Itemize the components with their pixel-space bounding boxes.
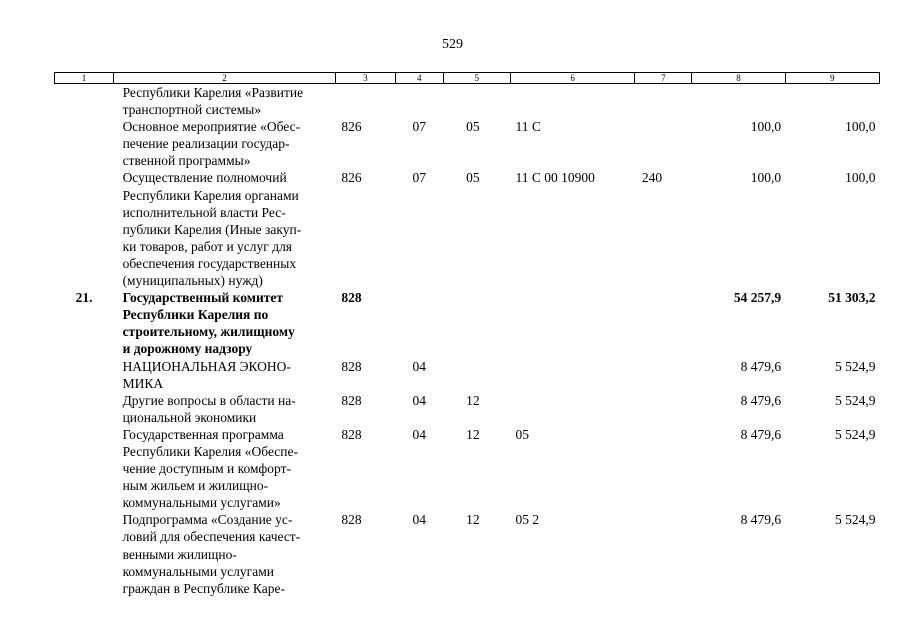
row-target-article: 11 С 00 10900: [515, 170, 595, 186]
header-col-3: 3: [335, 73, 395, 84]
row-target-article: 11 С: [515, 119, 541, 135]
row-amount-1: 8 479,6: [740, 426, 782, 442]
row-ministry-code: 826: [341, 170, 362, 186]
header-col-7: 7: [635, 73, 692, 84]
table-row: [55, 169, 880, 289]
table-row: [55, 358, 880, 392]
row-target-article: 05 2: [515, 512, 540, 528]
row-amount-2: 5 524,9: [835, 358, 876, 374]
row-subsection-code: [443, 358, 510, 392]
row-amount-1: 8 479,6: [740, 358, 782, 374]
header-col-8: 8: [692, 73, 785, 84]
row-subsection-code: 12: [466, 392, 480, 408]
row-amount-1: 100,0: [750, 170, 782, 186]
row-amount-1: 8 479,6: [740, 392, 782, 408]
row-name: Республики Карелия «Развитие транспортной системы»: [122, 85, 304, 118]
row-subsection-code: [443, 289, 510, 357]
row-amount-2: 5 524,9: [835, 392, 876, 408]
header-col-9: 9: [785, 73, 879, 84]
row-ministry-code: 828: [341, 426, 362, 442]
row-section-code: 07: [412, 119, 426, 135]
table-row: [55, 84, 880, 119]
table-row: [55, 511, 880, 596]
row-expense-type: [635, 289, 692, 357]
row-expense-type: 240: [641, 170, 663, 186]
row-name: Государственный комитет Республики Карелия по строительному, жилищному и дорожному надзору: [122, 290, 295, 357]
row-section-code: 04: [412, 426, 426, 442]
row-name: Основное мероприятие «Обес- печение реализации государ- ственной программы»: [122, 119, 301, 169]
table-row-ministry: [55, 289, 880, 357]
row-number: [55, 426, 114, 511]
row-section-code: [395, 84, 443, 119]
row-number: [55, 84, 114, 119]
row-name: НАЦИОНАЛЬНАЯ ЭКОНО- МИКА: [122, 358, 291, 391]
row-expense-type: [635, 118, 692, 169]
table-row: [55, 392, 880, 426]
row-number: [55, 358, 114, 392]
row-section-code: 07: [412, 170, 426, 186]
header-col-1: 1: [55, 73, 114, 84]
row-section-code: 04: [412, 392, 426, 408]
row-amount-1: [692, 84, 785, 119]
row-ministry-code: 826: [341, 119, 362, 135]
row-number: [55, 511, 114, 596]
row-target-article: [510, 289, 634, 357]
row-subsection-code: [443, 84, 510, 119]
row-amount-2: 51 303,2: [828, 290, 876, 306]
row-name: Подпрограмма «Создание ус- ловий для обеспечения качест- венными жилищно- коммунальными услугами граждан в Республике Каре-: [122, 512, 301, 596]
row-section-code: [395, 289, 443, 357]
row-amount-2: [785, 84, 879, 119]
row-section-code: 04: [412, 358, 426, 374]
header-col-2: 2: [114, 73, 336, 84]
header-row: [55, 73, 880, 84]
row-amount-2: 100,0: [845, 119, 876, 135]
header-col-6: 6: [510, 73, 634, 84]
row-target-article: [510, 392, 634, 426]
row-expense-type: [635, 358, 692, 392]
row-expense-type: [635, 84, 692, 119]
budget-table: [54, 72, 880, 597]
row-expense-type: [635, 392, 692, 426]
row-name: Осуществление полномочий Республики Карелия органами исполнительной власти Рес- публики Карелия (Иные закуп- ки товаров, работ и услуг для обеспечения государственных (муниципальных) нужд): [122, 170, 302, 289]
row-number: 21.: [75, 290, 93, 306]
row-ministry-code: 828: [341, 392, 362, 408]
row-ministry-code: 828: [341, 358, 362, 374]
row-name: Государственная программа Республики Карелия «Обеспе- чение доступным и комфорт- ным жильем и жилищно- коммунальными услугами»: [122, 426, 298, 511]
row-subsection-code: 05: [466, 170, 480, 186]
header-col-4: 4: [395, 73, 443, 84]
row-number: [55, 169, 114, 289]
row-amount-1: 100,0: [750, 119, 782, 135]
header-col-5: 5: [443, 73, 510, 84]
row-name: Другие вопросы в области на- циональной экономики: [122, 392, 296, 425]
row-number: [55, 392, 114, 426]
row-ministry-code: 828: [341, 290, 362, 306]
row-target-article: 05: [515, 426, 529, 442]
row-subsection-code: 05: [466, 119, 480, 135]
row-ministry-code: [335, 84, 395, 119]
table-row: [55, 118, 880, 169]
table-row: [55, 426, 880, 511]
row-expense-type: [635, 511, 692, 596]
row-section-code: 04: [412, 512, 426, 528]
row-amount-2: 5 524,9: [835, 512, 876, 528]
row-number: [55, 118, 114, 169]
row-amount-2: 5 524,9: [835, 426, 876, 442]
row-amount-2: 100,0: [845, 170, 876, 186]
row-subsection-code: 12: [466, 512, 480, 528]
row-target-article: [510, 84, 634, 119]
row-expense-type: [635, 426, 692, 511]
table-header: [55, 73, 880, 84]
row-ministry-code: 828: [341, 512, 362, 528]
row-subsection-code: 12: [466, 426, 480, 442]
page-number: 529: [442, 37, 463, 52]
row-target-article: [510, 358, 634, 392]
table-body: [55, 84, 880, 597]
row-amount-1: 8 479,6: [740, 512, 782, 528]
row-amount-1: 54 257,9: [733, 290, 782, 306]
